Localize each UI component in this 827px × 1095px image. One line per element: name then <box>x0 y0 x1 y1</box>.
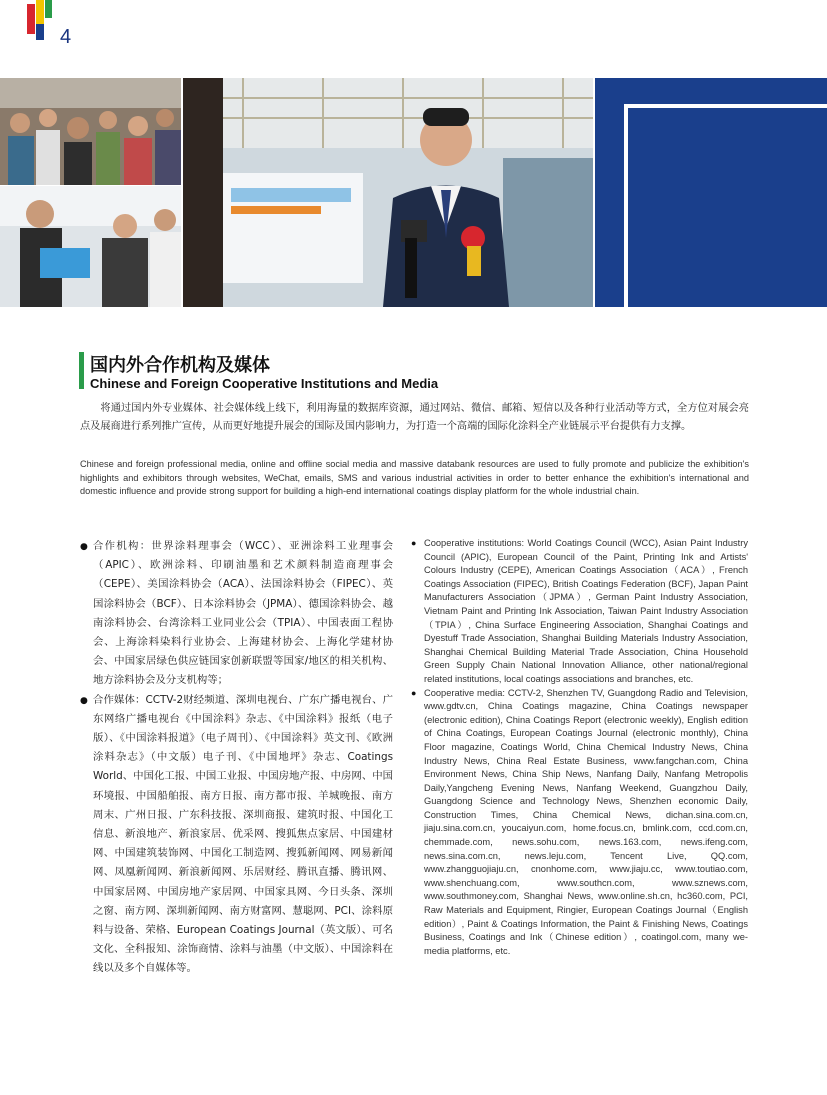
section-accent-bar <box>79 352 84 389</box>
bullet-icon: ● <box>80 695 88 706</box>
english-list <box>411 537 748 958</box>
interview-photo <box>183 78 593 307</box>
brand-logo <box>27 0 59 42</box>
logo-green-bar <box>45 0 52 18</box>
section-title-cn: 国内外合作机构及媒体 <box>90 355 270 376</box>
intro-paragraph-cn: 将通过国内外专业媒体、社会媒体线上线下，利用海量的数据库资源，通过网站、微信、邮箱、短信以及各种行业活动等方式，全方位对展会亮点及展商进行系列推广宣传，从而更好地提升展会的国际及国内影响力，为打造一个高端的国际化涂料全产业链展示平台提供有力支撑。 <box>80 403 749 432</box>
logo-blue-bar <box>36 24 44 40</box>
decorative-frame <box>624 104 827 307</box>
chinese-list <box>80 537 393 979</box>
list-item <box>80 691 393 979</box>
bullet-icon: ● <box>411 538 417 548</box>
logo-red-bar <box>27 4 35 34</box>
section-title-en: Chinese and Foreign Cooperative Institutions and Media <box>90 376 439 391</box>
bullet-icon: ● <box>411 687 417 698</box>
bullet-icon: ● <box>80 542 88 552</box>
list-item <box>411 537 748 687</box>
cooperative-media-en: Cooperative media: CCTV-2, Shenzhen TV, Guangdong Radio and Television, www.gdtv.cn, China Coatings magazine, China Coatings newspaper (electronic edition), China Coatings Report (electronic weekly), English edition of China Coatings, European Coatings Journal (electronic monthly), China Floor magazine, Coatings World, China Chemical Industry News, China Industry News, China Real Estate Business, www.fangchan.com, China Environment News, China Ship News, Nanfang Daily, Nanfang Metropolis Daily,Yangcheng Evening News, Nanfang Weekend, Guangzhou Daily, Guangdong Science and Technology News, Shenzhen economic Daily, Construction Times, China Chemical News, dichan.sina.com.cn, jiaju.sina.com.cn, youcaiyun.com, home.focus.cn, bmlink.com, ccd.com.cn, chemmade.com, news.sohu.com, news.163.com, news.ifeng.com, news.sina.com.cn, news.leju.com, Tencent Live, QQ.com, www.zhangguojiaju.cn, cnonhome.com, www.jiaju.cc, www.toutiao.com, www.shenchuang.com, www.southcn.com, www.sznews.com, www.southmoney.com, Shanghai News, www.online.sh.cn, hc360.com, PCI, Raw Materials and Equipment, Ringier, European Coatings Journal（English edition）, Paint & Coatings Information, the Paint & Finishing News, Coatings Business, Coatings and Ink（Chinese edition）, coatingol.com, many we-media platforms, etc. <box>424 687 748 956</box>
list-item <box>80 537 393 691</box>
cooperative-institutions-en: Cooperative institutions: World Coatings Council (WCC), Asian Paint Industry Council (APIC), European Council of the Paint, Printing Ink and Artists' Colours Industry (CEPE), American Coatings Association（ACA）, French Coatings Association (FIPEC), British Coatings Federation (BCF), Japan Paint Manufacturers Association（JPMA）, German Paint Industry Association, Vietnam Paint and Printing Ink Association, Taiwan Paint Industry Association（TPIA）, China Surface Engineering Association, Shanghai Coatings and Dyestuff Trade Association, Shanghai Building Materials Industry Association, Shanghai Chemical Building Material Trade Association, China Household Green Supply Chain National Innovation Alliance, other national/regional related institutions, local coatings associations and branches, etc. <box>424 538 748 684</box>
logo-yellow-bar <box>36 0 44 24</box>
page-number: 4 <box>60 26 72 48</box>
intro-paragraph-en: Chinese and foreign professional media, online and offline social media and massive databank resources are used to fully promote and publicize the exhibition's highlights and exhibitors through websites, WeChat, emails, SMS and various industrial activities in order to better enhance the exhibition's international and domestic influence and provide strong support for building a high-end international coatings display platform for the whole industrial chain. <box>80 459 749 496</box>
cooperative-institutions-cn: 合作机构：世界涂料理事会（WCC）、亚洲涂料工业理事会（APIC）、欧洲涂料、印刷油墨和艺术颜料制造商理事会（CEPE）、美国涂料协会（ACA）、法国涂料协会（FIPEC）、英国涂料协会（BCF）、日本涂料协会（JPMA）、德国涂料协会、越南涂料协会、台湾涂料工业同业公会（TPIA）、中国表面工程协会、上海涂料染料行业协会、上海建材协会、上海化学建材协会、中国家居绿色供应链国家创新联盟等国家/地区的相关机构、地方涂料协会及分支机构等； <box>93 540 393 687</box>
crowd-photo <box>0 78 181 185</box>
booth-visitors-photo <box>0 186 181 307</box>
cooperative-media-cn: 合作媒体：CCTV-2财经频道、深圳电视台、广东广播电视台、广东网络广播电视台《中国涂料》杂志、《中国涂料》报纸（电子版）、《中国涂料报道》（电子周刊）、《中国涂料》英文刊、《欧洲涂料杂志》（中文版）电子刊、《中国地坪》杂志、Coatings World、中国化工报、中国工业报、中国房地产报、中房网、中国环境报、中国船舶报、南方日报、南方都市报、羊城晚报、南方周末、广州日报、广东科技报、深圳商报、建筑时报、中国化工信息、新浪地产、新浪家居、优采网、搜狐焦点家居、中国建材网、中国建筑装饰网、中国化工制造网、搜狐新闻网、网易新闻网、凤凰新闻网、新浪新闻网、乐居财经、腾讯直播、腾讯网、中国家居网、中国房地产家居网、中国家具网、今日头条、深圳之窗、南方网、深圳新闻网、南方财富网、慧聪网、PCI、涂料原料与设备、荣格、European Coatings Journal（英文版）、可名文化、全科报知、涂饰商情、涂料与油墨（中文版）、中国涂料在线以及多个自媒体等。 <box>93 693 393 975</box>
list-item <box>411 687 748 959</box>
